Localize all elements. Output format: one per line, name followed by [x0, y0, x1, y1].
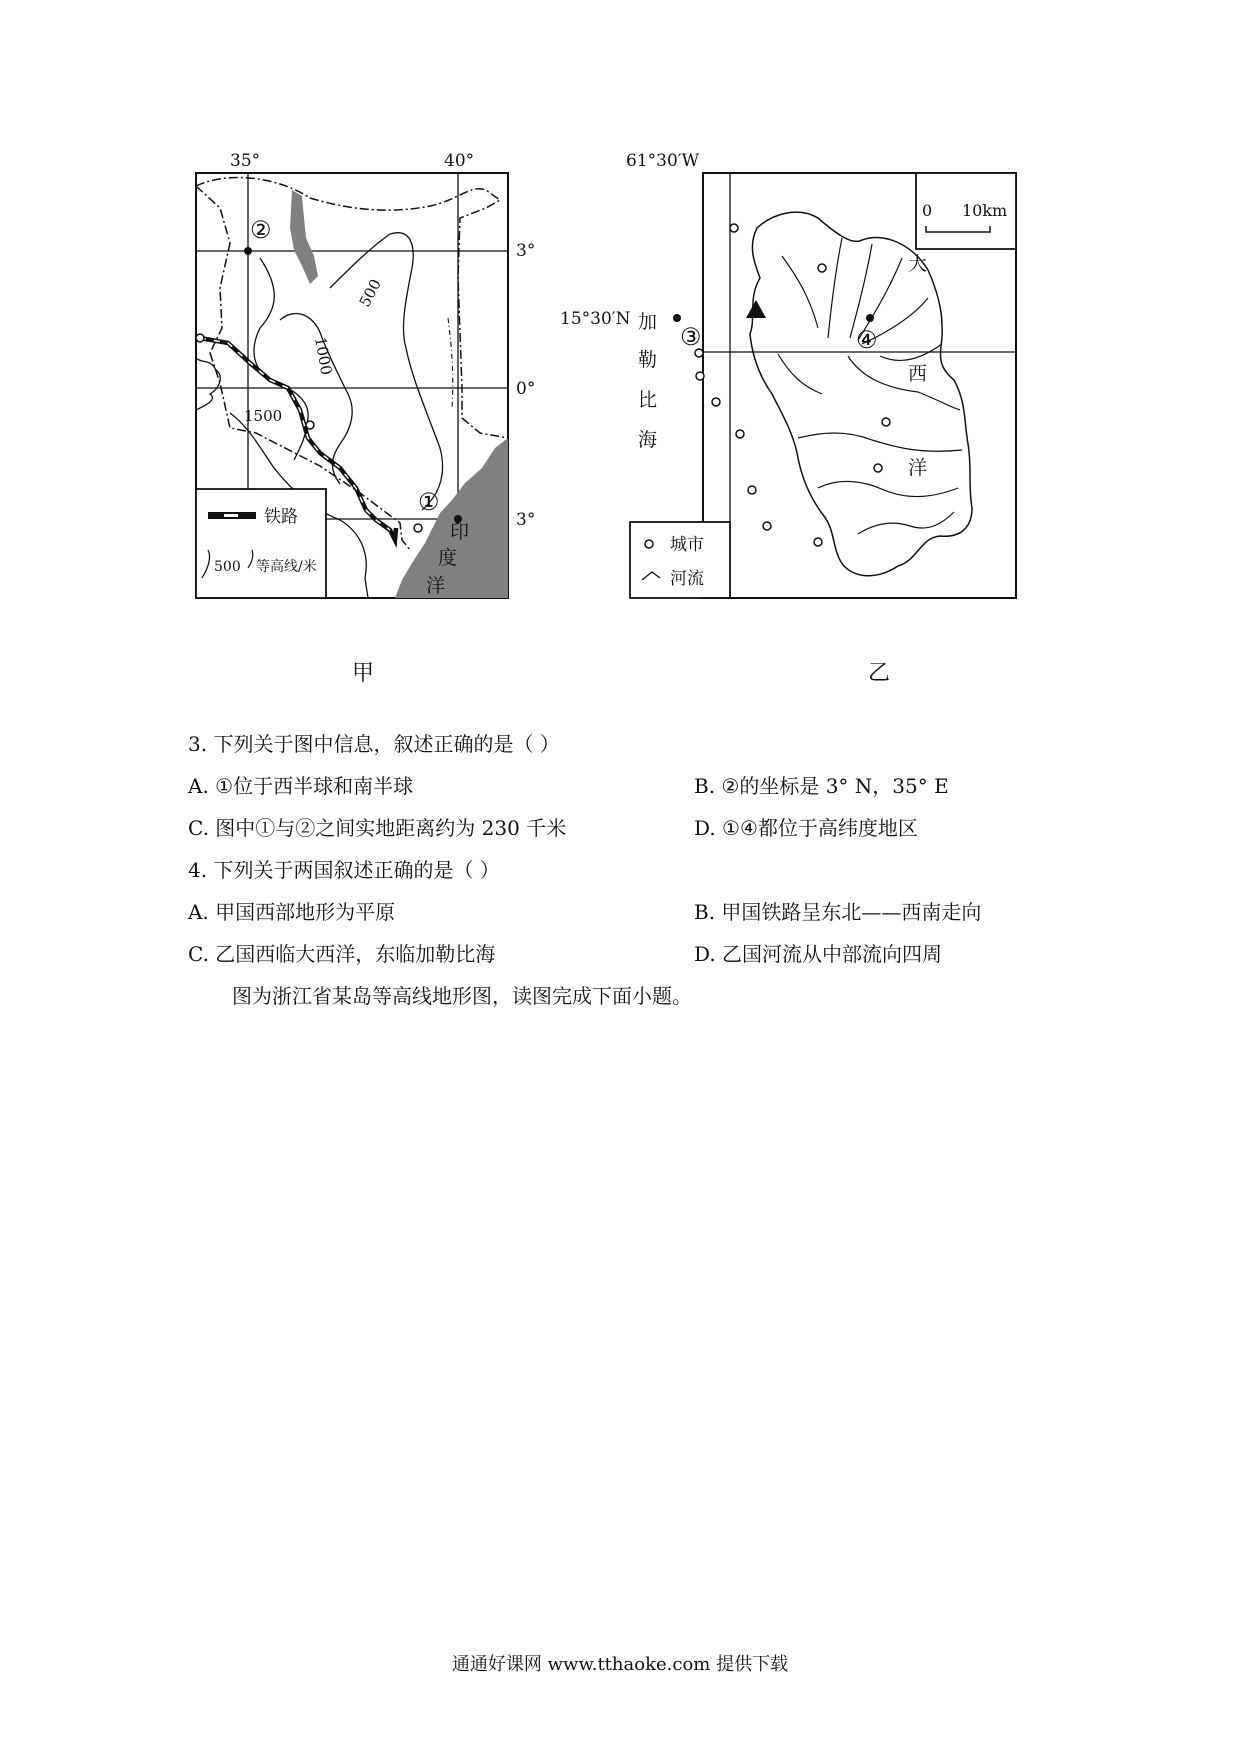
map-jia — [190, 148, 560, 692]
question-3-option-b: B. ②的坐标是 3° N，35° E — [694, 774, 949, 798]
point-3-label: ③ — [680, 323, 702, 351]
ocean-label-2: 西 — [908, 363, 928, 385]
point-2-label: ② — [250, 216, 272, 244]
ocean-label-1: 印 — [450, 521, 470, 543]
map-yi — [560, 148, 1072, 692]
point-4-dot — [866, 314, 874, 322]
lon-label: 61°30′W — [626, 151, 700, 171]
caption-jia: 甲 — [352, 661, 375, 686]
lake-shape — [290, 190, 318, 284]
footer-text: 通通好课网 www.tthaoke.com 提供下载 — [451, 1654, 789, 1675]
question-3-option-a: A. ①位于西半球和南半球 — [188, 774, 414, 798]
ocean-label-2: 度 — [438, 547, 458, 569]
legend-contour: 等高线/米 — [256, 559, 317, 575]
ocean-label-3: 洋 — [908, 457, 928, 479]
point-2-dot — [244, 247, 252, 255]
question-3-option-c: C. 图中①与②之间实地距离约为 230 千米 — [188, 816, 567, 840]
lat-label-3s: 3° — [516, 510, 536, 530]
question-4-option-c: C. 乙国西临大西洋，东临加勒比海 — [188, 942, 496, 966]
scale-zero: 0 — [922, 201, 933, 220]
lon-label-35: 35° — [230, 151, 261, 171]
ocean-label-1: 大 — [908, 253, 928, 275]
question-4-stem: 4. 下列关于两国叙述正确的是（ ） — [188, 858, 500, 882]
point-3-dot — [673, 314, 681, 322]
scale-distance: 10km — [962, 201, 1008, 220]
island-outline — [750, 212, 972, 576]
caption-yi: 乙 — [868, 661, 891, 686]
legend-city: 城市 — [670, 535, 704, 555]
contour-label-1500: 1500 — [244, 407, 283, 425]
contour-label-500: 500 — [355, 276, 385, 310]
sea-label-4: 海 — [638, 429, 658, 451]
lat-label: 15°30′N — [560, 309, 631, 329]
peak-triangle — [746, 300, 766, 318]
question-4-option-b: B. 甲国铁路呈东北——西南走向 — [694, 900, 982, 924]
sea-label-1: 加 — [638, 311, 658, 333]
question-3-stem: 3. 下列关于图中信息，叙述正确的是（ ） — [188, 732, 560, 756]
lat-label-3n: 3° — [516, 241, 536, 261]
legend-river: 河流 — [670, 569, 704, 589]
legend-railway: 铁路 — [264, 507, 298, 527]
sea-label-3: 比 — [638, 389, 658, 411]
contour-label-1000: 1000 — [311, 335, 336, 377]
intro-text: 图为浙江省某岛等高线地形图，读图完成下面小题。 — [232, 984, 692, 1008]
question-4-option-d: D. 乙国河流从中部流向四周 — [694, 942, 943, 966]
point-1-label: ① — [418, 488, 440, 516]
question-3-option-d: D. ①④都位于高纬度地区 — [694, 816, 918, 840]
point-4-label: ④ — [856, 326, 878, 354]
lat-label-0: 0° — [516, 379, 536, 399]
ocean-label-3: 洋 — [426, 575, 446, 597]
legend-contour-sample: 500 — [214, 559, 241, 575]
indian-ocean-area — [395, 438, 508, 598]
sea-label-2: 勒 — [638, 349, 658, 371]
lon-label-40: 40° — [444, 151, 475, 171]
question-4-option-a: A. 甲国西部地形为平原 — [188, 900, 396, 924]
legend-box — [196, 489, 326, 598]
